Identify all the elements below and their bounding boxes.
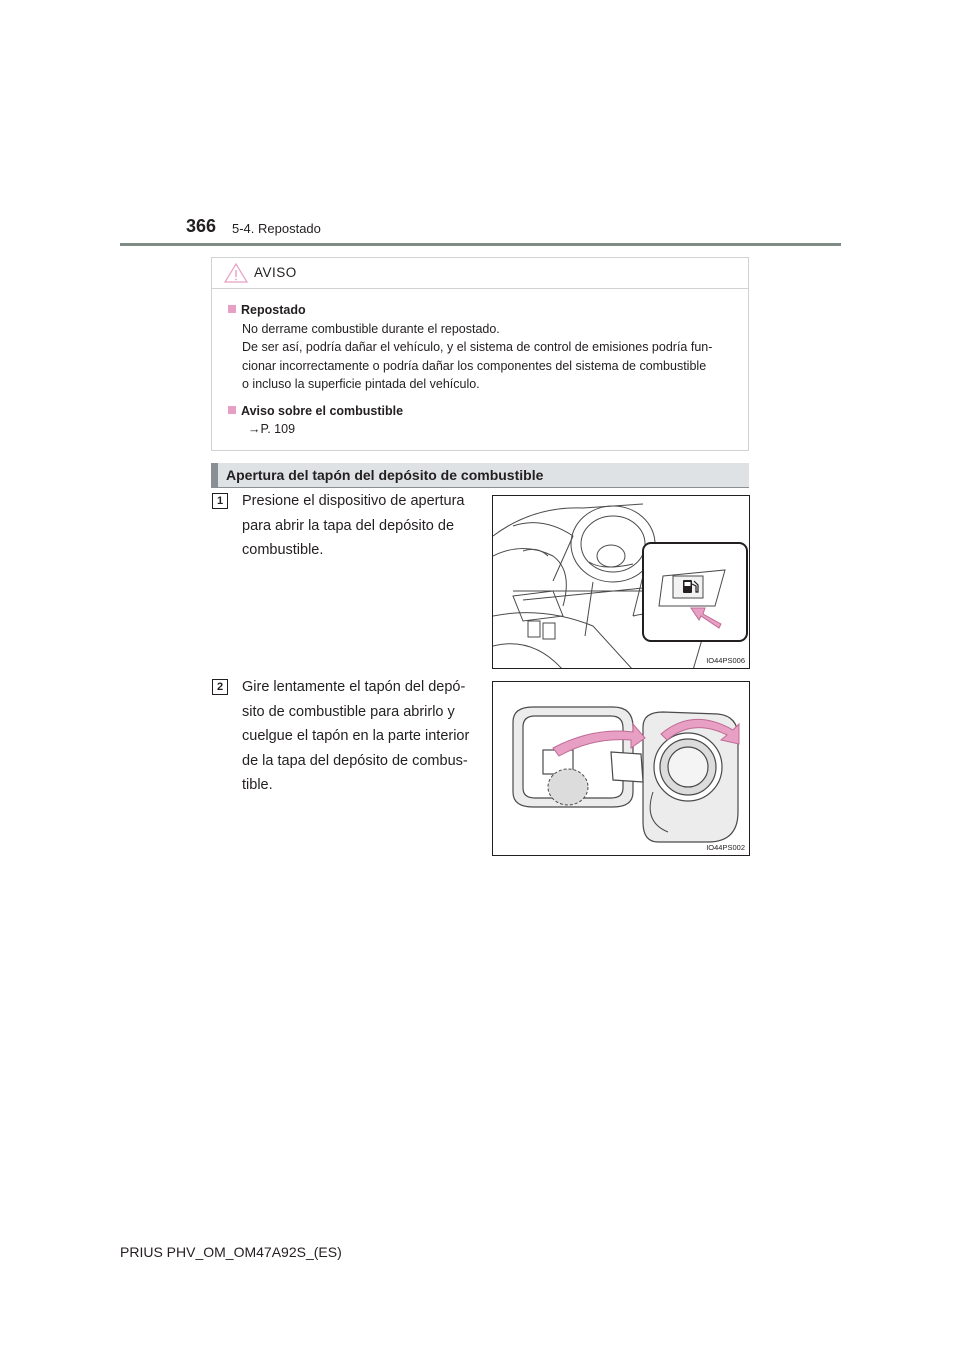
warning-line: De ser así, podría dañar el vehículo, y el sistema de control de emisiones podría fun- bbox=[242, 340, 713, 354]
warning-triangle-icon bbox=[224, 263, 248, 283]
step-1-number: 1 bbox=[212, 493, 228, 509]
warning-item-heading: Aviso sobre el combustible bbox=[228, 402, 738, 421]
figure-fuel-cap-removal bbox=[492, 681, 750, 856]
step-2-number: 2 bbox=[212, 679, 228, 695]
footer-document-id: PRIUS PHV_OM_OM47A92S_(ES) bbox=[120, 1244, 342, 1260]
page-number: 366 bbox=[186, 216, 217, 236]
pink-square-icon bbox=[228, 305, 236, 313]
figure-fuel-door-opener bbox=[492, 495, 750, 669]
section-heading: Apertura del tapón del depósito de combustible bbox=[226, 467, 544, 483]
step-line: combustible. bbox=[242, 542, 324, 558]
figure-code: IO44PS002 bbox=[706, 843, 745, 852]
warning-line: No derrame combustible durante el repostado. bbox=[242, 321, 500, 336]
fuel-cap-illustration bbox=[493, 682, 750, 856]
step-line: de la tapa del depósito de combus- bbox=[242, 752, 468, 769]
dashboard-illustration bbox=[493, 496, 750, 669]
warning-item-text bbox=[228, 320, 738, 394]
warning-item-heading: Repostado bbox=[228, 301, 738, 320]
pink-square-icon bbox=[228, 406, 236, 414]
step-line: Gire lentamente el tapón del depó- bbox=[242, 679, 466, 695]
section-title: 5-4. Repostado bbox=[232, 221, 321, 236]
warning-body bbox=[212, 289, 748, 439]
step-line: Presione el dispositivo de apertura bbox=[242, 493, 465, 509]
warning-title: AVISO bbox=[254, 265, 297, 280]
warning-line: cionar incorrectamente o podría dañar los componentes del sistema de combustible bbox=[242, 358, 707, 373]
step-line: cuelgue el tapón en la parte interior bbox=[242, 728, 470, 744]
page-reference-link[interactable]: →P. 109 bbox=[248, 422, 296, 436]
warning-item bbox=[228, 301, 738, 394]
step-1-text bbox=[242, 489, 478, 563]
header-rule bbox=[120, 243, 841, 246]
warning-line: o incluso la superficie pintada del vehículo. bbox=[242, 377, 480, 391]
warning-box bbox=[211, 257, 749, 451]
section-heading-bar bbox=[211, 463, 749, 488]
step-line: tible. bbox=[242, 777, 273, 793]
step-line: sito de combustible para abrirlo y bbox=[242, 703, 455, 720]
figure-code: IO44PS006 bbox=[706, 656, 745, 665]
heading-accent bbox=[211, 463, 218, 487]
warning-header bbox=[212, 258, 748, 289]
step-line: para abrir la tapa del depósito de bbox=[242, 517, 455, 534]
warning-item bbox=[228, 402, 738, 439]
step-2-text bbox=[242, 675, 478, 798]
warning-item-text bbox=[228, 420, 738, 439]
